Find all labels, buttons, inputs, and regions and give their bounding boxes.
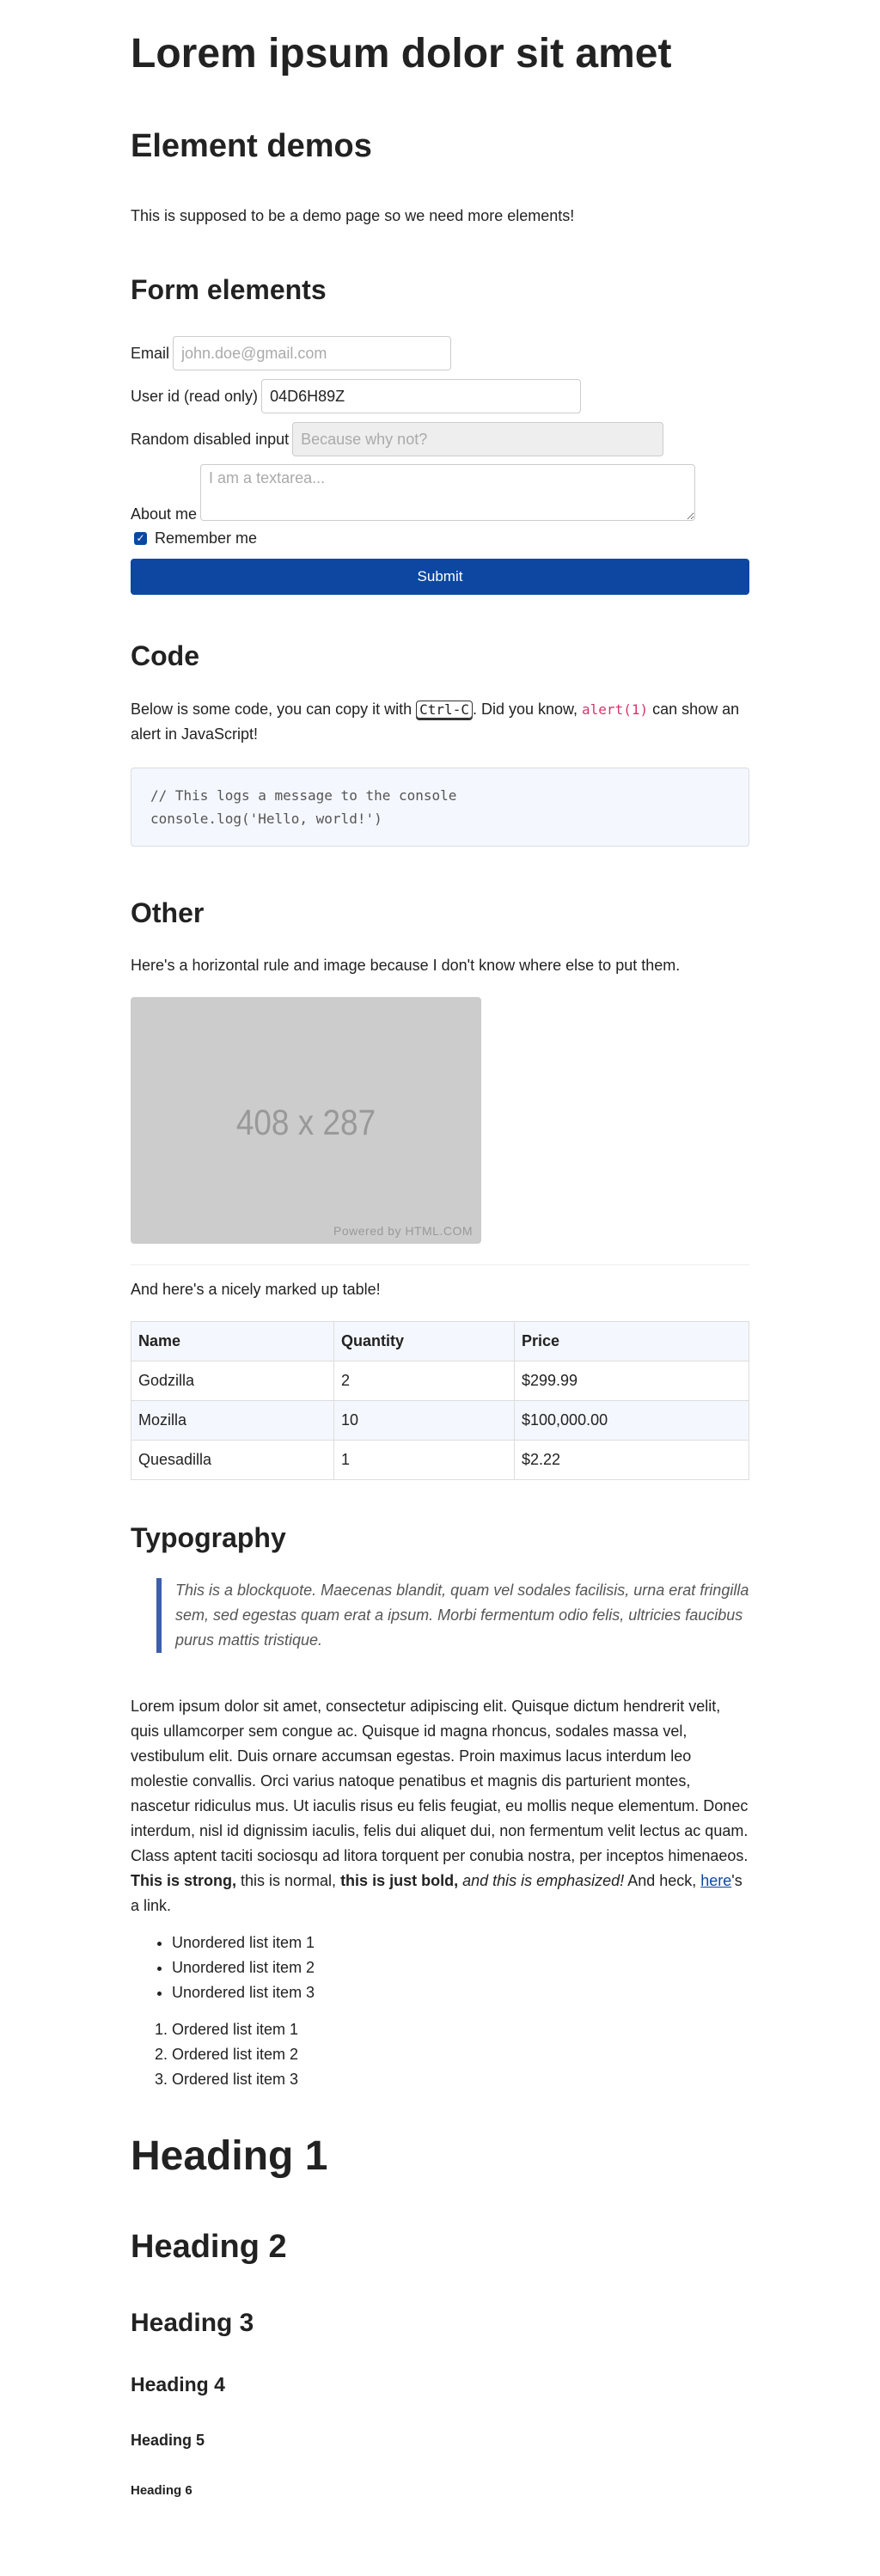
- unordered-list: [131, 1930, 749, 2005]
- blockquote: This is a blockquote. Maecenas blandit, quam vel sodales facilisis, urna erat fringilla sem, sed egestas quam erat a ipsum. Morbi fermentum odio felis, ultricies faucibus purus mattis tristique.: [156, 1578, 749, 1653]
- code-text-middle: . Did you know,: [472, 700, 583, 718]
- table-row: [131, 1361, 749, 1400]
- table-cell: $299.99: [515, 1361, 749, 1400]
- code-intro: [131, 697, 749, 747]
- heading-5: Heading 5: [131, 2431, 205, 2449]
- table-header-quantity: Quantity: [334, 1321, 515, 1361]
- about-label: About me: [131, 505, 198, 523]
- remember-label: Remember me: [155, 529, 258, 547]
- emphasized-text: and this is emphasized!: [462, 1872, 625, 1890]
- about-textarea[interactable]: [200, 464, 695, 521]
- here-link[interactable]: here: [700, 1872, 732, 1890]
- table-cell: $100,000.00: [515, 1400, 749, 1440]
- image-credit: Powered by HTML.COM: [333, 1223, 473, 1238]
- code-text-after: can show an alert in JavaScript!: [131, 700, 740, 743]
- heading-1: Heading 1: [131, 2133, 328, 2180]
- table-header-price: Price: [515, 1321, 749, 1361]
- about-row: [131, 464, 749, 523]
- strong-text: This is strong,: [131, 1872, 237, 1890]
- typography-heading: Typography: [131, 1521, 286, 1553]
- list-item: 1. Ordered list item 1: [172, 2017, 749, 2042]
- inline-code: alert(1): [582, 701, 649, 718]
- code-heading: Code: [131, 640, 199, 672]
- heading-3: Heading 3: [131, 2309, 254, 2338]
- table-cell: Mozilla: [131, 1400, 334, 1440]
- table-cell: Godzilla: [131, 1361, 334, 1400]
- list-item: 2. Ordered list item 2: [172, 2042, 749, 2067]
- table-intro: And here's a nicely marked up table!: [131, 1280, 381, 1298]
- code-text-before: Below is some code, you can copy it with: [131, 700, 417, 718]
- submit-button[interactable]: Submit: [131, 559, 749, 595]
- normal-text: this is normal,: [236, 1872, 341, 1890]
- table-header-name: Name: [131, 1321, 334, 1361]
- other-intro: Here's a horizontal rule and image because I don't know where else to put them.: [131, 957, 681, 975]
- table-row: [131, 1400, 749, 1440]
- list-item: • Unordered list item 3: [172, 1980, 749, 2005]
- bold-text: this is just bold,: [340, 1872, 459, 1890]
- list-item: • Unordered list item 2: [172, 1955, 749, 1980]
- list-item: 3. Ordered list item 3: [172, 2067, 749, 2092]
- heading-2: Heading 2: [131, 2228, 287, 2265]
- email-field[interactable]: [173, 336, 451, 370]
- page-title: Lorem ipsum dolor sit amet: [131, 31, 672, 76]
- demos-intro: This is supposed to be a demo page so we need more elements!: [131, 207, 575, 225]
- disabled-row: [131, 421, 749, 457]
- code-section: [131, 639, 749, 846]
- email-row: [131, 335, 749, 371]
- remember-row: [131, 526, 749, 550]
- list-item: • Unordered list item 1: [172, 1930, 749, 1955]
- userid-label: User id (read only): [131, 387, 259, 405]
- code-line-2: console.log('Hello, world!'): [150, 810, 382, 827]
- lorem-paragraph: [131, 1694, 749, 1918]
- horizontal-rule: [131, 1264, 749, 1265]
- heading-4: Heading 4: [131, 2373, 225, 2396]
- element-demos-heading: Element demos: [131, 127, 372, 164]
- disabled-input-label: Random disabled input: [131, 430, 290, 448]
- table-cell: 2: [334, 1361, 515, 1400]
- email-label: Email: [131, 344, 170, 362]
- demo-form: [131, 335, 749, 595]
- lorem-text: Lorem ipsum dolor sit amet, consectetur adipiscing elit. Quisque dictum hendrerit velit, quis ullamcorper sem congue ac. Quisque id magna rhoncus, sodales massa vel, vestibulum elit. Duis ornare accumsan egestas. Proin maximus lacus interdum leo molestie convallis. Orci varius natoque penatibus et magnis dis parturient montes, nascetur ridiculus mus. Ut iaculis risus eu felis feugiat, eu mollis neque elementum. Donec interdum, nisl id dignissim iaculis, felis dui aliquet dui, non fermentum velit lectus ac quam. Class aptent taciti sociosqu ad litora torquent per conubia nostra, per inceptos himenaeos.: [131, 1698, 749, 1865]
- code-block: [131, 768, 749, 847]
- disabled-input: [292, 422, 663, 456]
- userid-field[interactable]: [261, 379, 581, 413]
- placeholder-image: [131, 997, 481, 1244]
- table-row: [131, 1440, 749, 1479]
- page-container: [131, 0, 749, 2499]
- code-line-1: // This logs a message to the console: [150, 786, 457, 804]
- remember-checkbox[interactable]: ✓: [134, 532, 147, 545]
- kbd-ctrl-c: Ctrl-C: [416, 701, 473, 719]
- heck-text: And heck,: [624, 1872, 701, 1890]
- table-header-row: [131, 1321, 749, 1361]
- image-dimensions-label: 408 x 287: [235, 1101, 376, 1142]
- ordered-list: [131, 2017, 749, 2092]
- table-cell: $2.22: [515, 1440, 749, 1479]
- link-tail-text: 's a link.: [131, 1872, 742, 1915]
- other-heading: Other: [131, 896, 205, 928]
- table-cell: 10: [334, 1400, 515, 1440]
- table-cell: Quesadilla: [131, 1440, 334, 1479]
- form-elements-heading: Form elements: [131, 273, 327, 305]
- data-table: [131, 1321, 749, 1480]
- heading-6: Heading 6: [131, 2482, 192, 2498]
- userid-row: [131, 378, 749, 414]
- table-cell: 1: [334, 1440, 515, 1479]
